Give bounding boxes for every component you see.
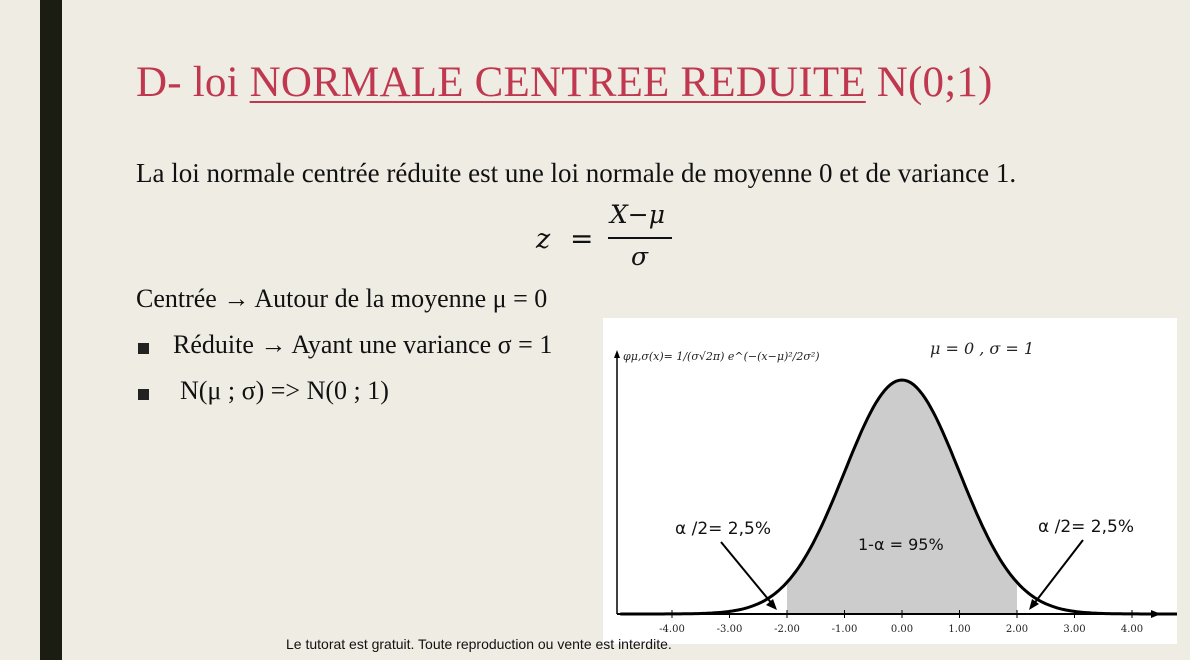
x-tick-label: 1.00 — [948, 624, 971, 635]
z-formula — [536, 200, 676, 280]
fraction-bar — [608, 237, 672, 239]
shaded-area-95 — [787, 380, 1017, 614]
bullet-marker — [138, 343, 149, 354]
x-tick-label: 3.00 — [1063, 624, 1086, 635]
x-tick-label: -4.00 — [659, 624, 685, 635]
x-tick-label: 2.00 — [1005, 624, 1029, 635]
bullet-item-notation: N(μ ; σ) => N(0 ; 1) — [180, 376, 389, 405]
bullet-marker — [138, 389, 149, 400]
density-formula-label: φμ,σ(x)= 1/(σ√2π) e^(−(x−μ)²/2σ²) — [623, 350, 820, 363]
footer-note: Le tutorat est gratuit. Toute reproduction ou vente est interdite. — [286, 636, 672, 652]
left-tail-arrowhead — [766, 599, 777, 610]
side-bar — [40, 0, 62, 660]
x-tick-label: 4.00 — [1120, 624, 1144, 635]
y-axis-arrowhead — [614, 350, 620, 358]
params-label: μ = 0 , σ = 1 — [930, 339, 1035, 358]
x-tick-label: -1.00 — [831, 624, 858, 635]
normal-distribution-chart — [603, 318, 1177, 644]
title-suffix: N(0;1) — [865, 59, 993, 106]
left-tail-pointer — [721, 542, 773, 605]
centered-line: Centrée → Autour de la moyenne μ = 0 — [136, 284, 548, 313]
left-tail-label: α /2= 2,5% — [675, 519, 771, 539]
right-tail-label: α /2= 2,5% — [1038, 517, 1134, 537]
x-axis-arrowhead — [1151, 610, 1161, 618]
x-tick-label: 0.00 — [890, 624, 914, 635]
title-prefix: D- loi — [136, 59, 250, 106]
x-tick-label: -2.00 — [774, 624, 800, 635]
x-tick-label: -3.00 — [716, 624, 743, 635]
center-area-label: 1-α = 95% — [858, 535, 944, 554]
formula-lhs: z — [536, 224, 551, 255]
intro-text: La loi normale centrée réduite est une loi normale de moyenne 0 et de variance 1. — [136, 158, 1017, 188]
right-tail-pointer — [1033, 540, 1083, 605]
title-underlined: NORMALE CENTREE REDUITE — [249, 59, 866, 106]
bullet-item-reduite: Réduite → Ayant une variance σ = 1 — [173, 330, 553, 359]
slide-title — [136, 58, 993, 107]
chart-svg — [603, 318, 1177, 644]
formula-numerator: X−μ — [610, 200, 665, 229]
formula-denominator: σ — [631, 242, 649, 271]
formula-equals: = — [570, 222, 594, 255]
